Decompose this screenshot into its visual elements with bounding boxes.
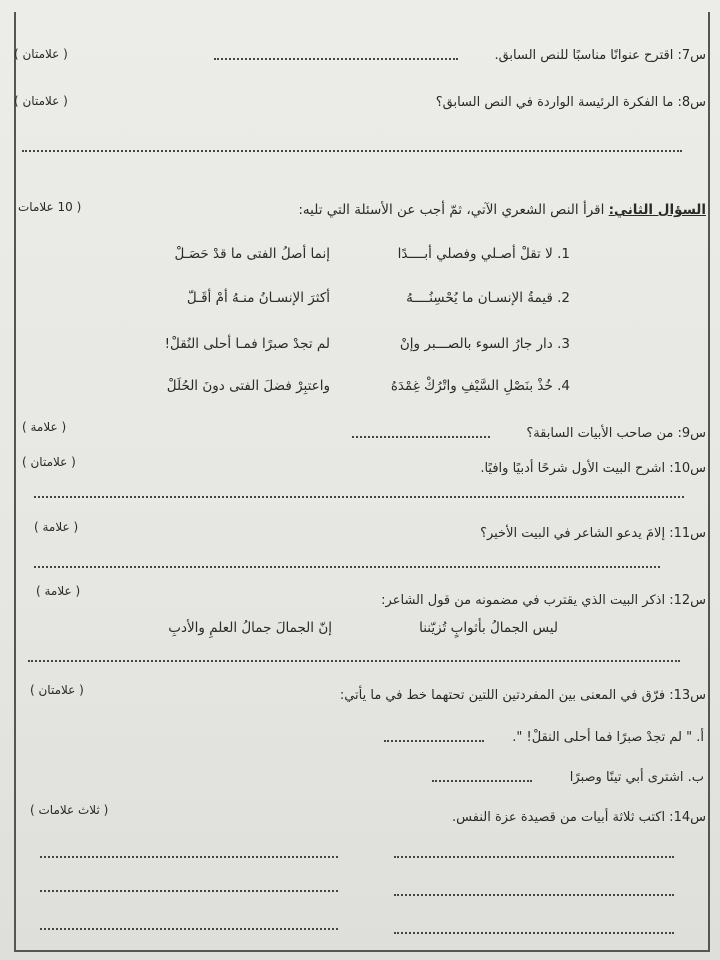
answer-line-q10[interactable]	[34, 496, 684, 498]
answer-line-q13a[interactable]	[384, 740, 484, 742]
answer-line-q9[interactable]	[352, 436, 490, 438]
verse-3-first	[400, 336, 570, 352]
answer-line-q12[interactable]	[28, 660, 680, 662]
question-10: س10: اشرح البيت الأول شرحًا أدبيًا وافيًا.	[480, 461, 706, 476]
question-13: س13: فرّق في المعنى بين المفردتين اللتين تحتهما خط في ما يأتي:	[339, 688, 706, 703]
answer-line-q14-1a[interactable]	[394, 856, 674, 858]
mark-q7: ( علامتان )	[14, 47, 68, 61]
verse-4-first	[391, 378, 570, 394]
section-2-header	[298, 202, 706, 218]
verse-1-first-text: لا تقلْ أصـلي وفصلي أبــــدًا	[397, 246, 553, 262]
mark-q10: ( علامتان )	[22, 455, 76, 469]
mark-q12: ( علامة )	[36, 584, 81, 598]
mark-q13: ( علامتان )	[30, 683, 84, 697]
answer-line-q14-2b[interactable]	[40, 890, 338, 892]
verse-2-first-text: قيمةُ الإنسـان ما يُحْسِنُــــهُ	[406, 290, 553, 306]
q12-verse-first: ليس الجمالُ بأثوابٍ تُزيّننا	[419, 620, 558, 636]
mark-q8: ( علامتان )	[14, 94, 68, 108]
question-7: س7: اقترح عنوانًا مناسبًا للنص السابق.	[494, 48, 706, 63]
question-9: س9: من صاحب الأبيات السابقة؟	[526, 426, 706, 441]
answer-line-q14-3b[interactable]	[40, 928, 338, 930]
answer-line-q14-3a[interactable]	[394, 932, 674, 934]
question-12: س12: اذكر البيت الذي يقترب في مضمونه من قول الشاعر:	[381, 593, 706, 608]
verse-3-first-text: دار جارُ السوء بالصـــبر وإنْ	[399, 336, 553, 352]
mark-q14: ( ثلاث علامات )	[30, 803, 109, 817]
section-2-instruction: اقرأ النص الشعري الآتي، ثمّ أجب عن الأسئلة التي تليه:	[298, 202, 605, 218]
answer-line-q13b[interactable]	[432, 780, 532, 782]
question-14: س14: اكتب ثلاثة أبيات من قصيدة عزة النفس.	[452, 810, 706, 825]
section-2-heading: السؤال الثاني:	[608, 202, 706, 218]
answer-line-q14-2a[interactable]	[394, 894, 674, 896]
verse-4-number: 4.	[557, 378, 570, 394]
verse-4-second: واعتبِرْ فضلَ الفتى دونَ الحُلَلْ	[166, 378, 330, 394]
verse-1-second: إنما أصلُ الفتى ما قدْ حَصَـلْ	[174, 246, 330, 262]
answer-line-q8[interactable]	[22, 150, 682, 152]
mark-section-2: ( 10 علامات	[18, 200, 82, 214]
mark-q9: ( علامة )	[22, 420, 67, 434]
verse-3-second: لم تجدْ صبرًا فمـا أحلى النُقلْ!	[164, 336, 330, 352]
q12-verse-second: إنّ الجمالَ جمالُ العلمِ والأدبِ	[168, 620, 332, 636]
answer-line-q11[interactable]	[34, 566, 660, 568]
q13a-text: أ. " لم تجدْ صبرًا فما أحلى النقلْ! ".	[512, 730, 704, 745]
verse-4-first-text: خُذْ بنَصْلِ السَّيْفِ واتْرُكْ غِمْدَهُ	[390, 378, 553, 394]
question-13-a	[512, 730, 704, 745]
verse-2-first	[406, 290, 570, 306]
question-8: س8: ما الفكرة الرئيسة الواردة في النص السابق؟	[435, 95, 706, 110]
verse-2-number: 2.	[557, 290, 570, 306]
verse-2-second: أكثرَ الإنسـانُ منـهُ أمْ أقَـلّ	[186, 290, 330, 306]
verse-1-first	[398, 246, 570, 262]
answer-line-q7[interactable]	[214, 58, 458, 60]
mark-q11: ( علامة )	[34, 520, 79, 534]
answer-line-q14-1b[interactable]	[40, 856, 338, 858]
question-13-b: ب. اشترى أبي تينًا وصبرًا	[569, 770, 704, 785]
verse-1-number: 1.	[557, 246, 570, 262]
question-11: س11: إلامَ يدعو الشاعر في البيت الأخير؟	[480, 526, 706, 541]
verse-3-number: 3.	[557, 336, 570, 352]
